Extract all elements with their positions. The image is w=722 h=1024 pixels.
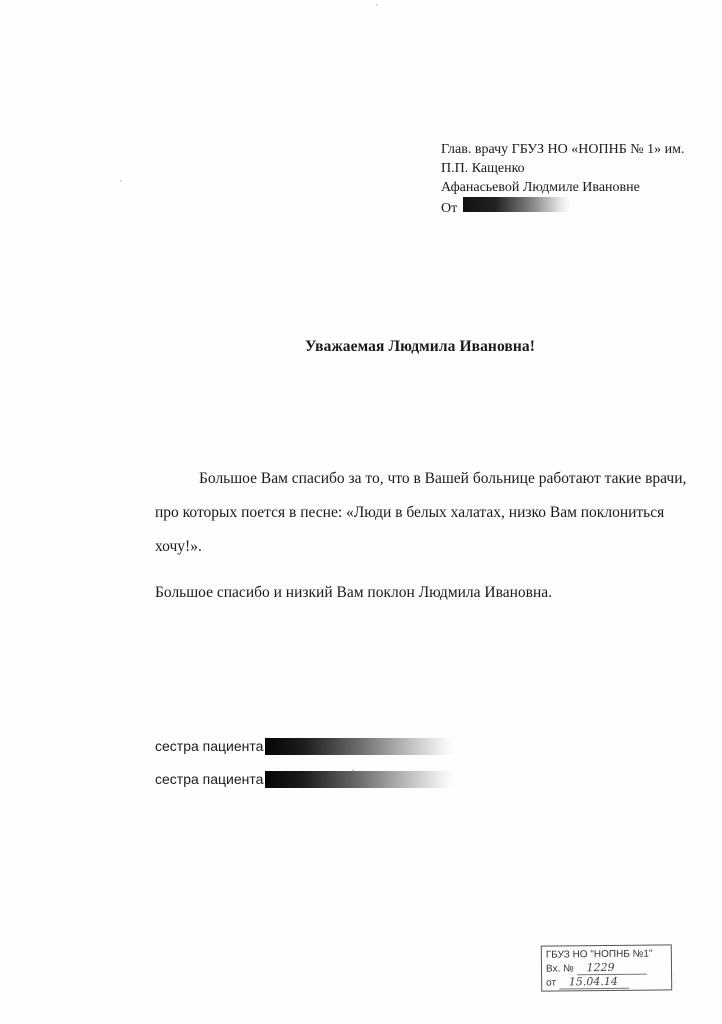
- redacted-signer-name: [265, 771, 457, 788]
- body-paragraph-1: Большое Вам спасибо за то, что в Вашей больнице работают такие врачи, про которых поется в песне: «Люди в белых халатах, низко Вам поклониться хочу!».: [155, 470, 687, 555]
- stamp-date-value: 15.04.14: [559, 975, 629, 990]
- signature-row: [155, 736, 457, 756]
- from-label: От: [441, 201, 458, 216]
- stamp-incoming-row: [546, 960, 667, 975]
- redacted-sender-name: [463, 197, 571, 212]
- salutation: [0, 338, 722, 356]
- addressee-line-2: П.П. Кащенко: [441, 161, 525, 176]
- scan-speck: [376, 4, 378, 6]
- letter-body: [155, 462, 695, 610]
- addressee-line-3: Афанасьевой Людмиле Ивановне: [441, 180, 640, 195]
- body-paragraph-2: Большое спасибо и низкий Вам поклон Людмила Ивановна.: [155, 584, 553, 601]
- scan-speck: [120, 180, 122, 182]
- salutation-text: Уважаемая Людмила Ивановна!: [304, 338, 536, 355]
- from-line: [441, 197, 711, 218]
- stamp-incoming-number: 1229: [577, 961, 647, 976]
- signature-label: сестра пациента: [155, 771, 264, 787]
- signature-block: [155, 736, 457, 802]
- signature-label: сестра пациента: [155, 738, 264, 754]
- stamp-date-label: от: [546, 977, 557, 989]
- signature-row: [155, 769, 457, 789]
- stamp-incoming-label: Вх. №: [545, 963, 574, 975]
- redacted-signer-name: [265, 738, 457, 755]
- registration-stamp: [541, 944, 672, 991]
- addressee-line-1: Глав. врачу ГБУЗ НО «НОПНБ № 1» им.: [441, 142, 685, 157]
- stamp-date-row: [546, 974, 667, 989]
- stamp-org: ГБУЗ НО "НОПНБ №1": [545, 948, 653, 961]
- addressee-block: [441, 140, 711, 218]
